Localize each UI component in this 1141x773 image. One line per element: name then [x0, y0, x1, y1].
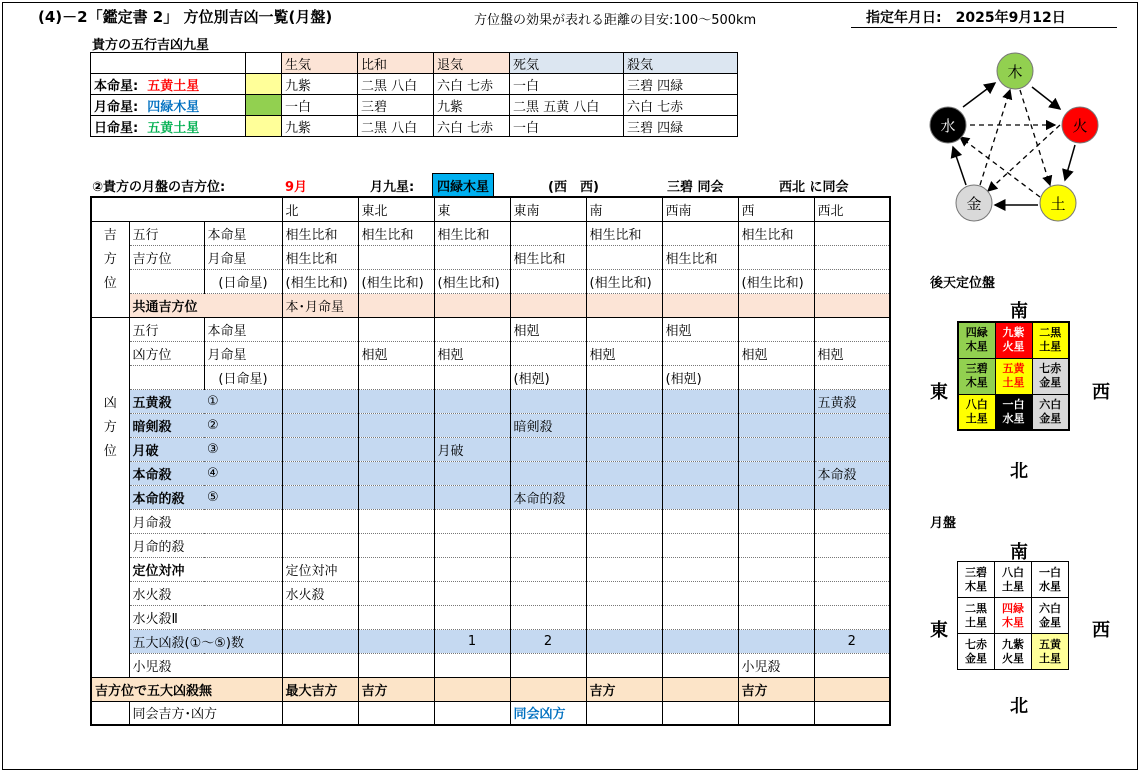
cell	[586, 557, 662, 581]
cell	[358, 461, 434, 485]
col-shiki: 死気	[510, 53, 624, 74]
cell	[510, 509, 586, 533]
cell	[434, 509, 510, 533]
kyo-row: 五行 本命星 相剋 相剋	[91, 317, 890, 341]
cell: 吉方	[738, 677, 814, 701]
common-row: 共通吉方位 本･月命星	[91, 293, 890, 317]
cell: 水火殺	[282, 581, 358, 605]
cell	[434, 533, 510, 557]
cell	[434, 365, 510, 389]
cell	[814, 365, 890, 389]
dokai-cell	[814, 701, 890, 725]
page-title: (4)－2「鑑定書 2」 方位別吉凶一覧(月盤)	[38, 8, 333, 26]
dir-header: 西北	[814, 197, 890, 221]
cell: 相生比和	[358, 221, 434, 245]
cell	[662, 677, 738, 701]
cell	[434, 461, 510, 485]
other-row: 水火殺Ⅱ	[91, 605, 890, 629]
cell: 相生比和	[662, 245, 738, 269]
cell: 相剋	[510, 317, 586, 341]
getsuban-title: 月盤	[930, 516, 957, 531]
nichimei-color-cell	[246, 116, 282, 137]
cell	[434, 245, 510, 269]
svg-text:木: 木	[1007, 63, 1023, 81]
getsumei-color-cell	[246, 95, 282, 116]
cell: 相生比和	[510, 245, 586, 269]
dokai-cell	[282, 701, 358, 725]
cell	[738, 245, 814, 269]
grid-cell: 五黄 土星	[1032, 634, 1069, 670]
cell	[662, 221, 738, 245]
cell: (相剋)	[510, 365, 586, 389]
dokai-star: 三碧 同会	[667, 180, 724, 195]
cell	[662, 485, 738, 509]
cell	[358, 413, 434, 437]
cell	[738, 389, 814, 413]
nichimei-row: 日命星: 五黄土星 九紫 二黒 八白 六白 七赤 一白 三碧 四緑	[91, 116, 738, 137]
section2-month: 9月	[285, 180, 308, 195]
cell	[586, 581, 662, 605]
dir-header: 西南	[662, 197, 738, 221]
grid-cell: 六白 金星	[1032, 598, 1069, 634]
date-label: 指定年月日: 2025年9月12日	[866, 10, 1066, 26]
cell	[358, 605, 434, 629]
cell	[510, 389, 586, 413]
grid-cell: 三碧 木星	[958, 562, 995, 598]
dokai-cell	[434, 701, 510, 725]
cell: 相生比和	[282, 221, 358, 245]
cell: 相生比和	[282, 245, 358, 269]
dokai-cell	[738, 701, 814, 725]
dir-header: 南	[586, 197, 662, 221]
cell	[662, 413, 738, 437]
koten-west: 西	[1092, 382, 1110, 403]
getsuban-north: 北	[1010, 696, 1028, 717]
grid-cell: 一白 水星	[995, 394, 1032, 430]
cell: (相剋)	[662, 365, 738, 389]
cell	[358, 485, 434, 509]
cell: 吉方	[358, 677, 434, 701]
koten-east: 東	[930, 382, 948, 403]
count-cell: 2	[814, 629, 890, 653]
cell	[814, 557, 890, 581]
count-cell	[662, 629, 738, 653]
cell	[738, 317, 814, 341]
cell: 相生比和	[738, 221, 814, 245]
getsuban-south: 南	[1010, 542, 1028, 563]
cell	[814, 437, 890, 461]
other-row: 定位対冲 定位対冲	[91, 557, 890, 581]
cell	[738, 485, 814, 509]
cell	[282, 509, 358, 533]
node-wood	[997, 53, 1033, 89]
cell	[510, 341, 586, 365]
grid-cell: 七赤 金星	[1032, 358, 1069, 394]
kyo-row: (日命星) (相剋) (相剋)	[91, 365, 890, 389]
distance-note: 方位盤の効果が表れる距離の目安:100～500km	[474, 13, 757, 28]
cell	[738, 581, 814, 605]
other-row: 月命殺	[91, 509, 890, 533]
cell: 定位対冲	[282, 557, 358, 581]
cell: 相剋	[586, 341, 662, 365]
cell	[586, 653, 662, 677]
cell	[738, 557, 814, 581]
section2-line	[92, 176, 882, 194]
cell	[814, 269, 890, 293]
cell	[282, 533, 358, 557]
cell	[282, 485, 358, 509]
cell	[586, 389, 662, 413]
cell	[738, 533, 814, 557]
cell	[434, 605, 510, 629]
svg-text:火: 火	[1072, 117, 1088, 135]
cell: 本命殺	[814, 461, 890, 485]
date-underline	[851, 27, 1117, 28]
getsuban-west: 西	[1092, 620, 1110, 641]
grid-cell: 九紫 火星	[995, 634, 1032, 670]
cell	[358, 437, 434, 461]
cell: 相生比和	[586, 221, 662, 245]
koten-title: 後天定位盤	[930, 276, 996, 291]
node-fire	[1062, 107, 1098, 143]
cell	[282, 317, 358, 341]
grid-cell: 一白 水星	[1032, 562, 1069, 598]
dir-header: 東	[434, 197, 510, 221]
dir-header: 西	[738, 197, 814, 221]
cell: 相剋	[662, 317, 738, 341]
cell	[282, 413, 358, 437]
grid-cell: 二黒 土星	[958, 598, 995, 634]
cell	[358, 317, 434, 341]
cell	[510, 653, 586, 677]
cell	[282, 461, 358, 485]
cell	[814, 533, 890, 557]
cell	[434, 317, 510, 341]
cell	[510, 581, 586, 605]
count-cell	[358, 629, 434, 653]
koten-north: 北	[1010, 461, 1028, 482]
cell	[358, 389, 434, 413]
count-cell: 2	[510, 629, 586, 653]
satsu-row: 位 月破 ③ 月破	[91, 437, 890, 461]
cell	[662, 605, 738, 629]
sokoku-arrows	[960, 90, 1060, 197]
cell	[510, 437, 586, 461]
koten-south: 南	[1010, 301, 1028, 322]
cell	[358, 509, 434, 533]
cell	[586, 533, 662, 557]
grid-cell: 二黒 土星	[1032, 322, 1069, 358]
cell: 相剋	[738, 341, 814, 365]
cell	[434, 293, 510, 317]
getsuban-east: 東	[930, 620, 948, 641]
cell	[662, 509, 738, 533]
kichi-row: 吉 五行 本命星 相生比和 相生比和 相生比和 相生比和 相生比和	[91, 221, 890, 245]
cell: 五黄殺	[814, 389, 890, 413]
cell	[358, 557, 434, 581]
satsu-row: 凶 五黄殺 ① 五黄殺	[91, 389, 890, 413]
cell	[434, 389, 510, 413]
dokai-cell	[662, 701, 738, 725]
cell	[586, 413, 662, 437]
corner-cell	[91, 53, 246, 74]
cell: 相生比和	[434, 221, 510, 245]
month-star: 四緑木星	[432, 173, 494, 198]
gogyo-pentagon	[920, 45, 1120, 230]
col-sakki: 殺気	[624, 53, 738, 74]
cell: 相剋	[358, 341, 434, 365]
cell	[662, 269, 738, 293]
satsu-row: 本命的殺 ⑤ 本命的殺	[91, 485, 890, 509]
svg-text:金: 金	[966, 195, 982, 213]
cell: 吉方	[586, 677, 662, 701]
cell	[282, 653, 358, 677]
honmei-color-cell	[246, 74, 282, 95]
satsu-row: 方 暗剣殺 ② 暗剣殺	[91, 413, 890, 437]
col-seiki: 生気	[282, 53, 358, 74]
grid-cell: 四緑 木星	[995, 598, 1032, 634]
getsumei-star: 四緑木星	[147, 99, 200, 115]
grid-cell: 八白 土星	[958, 394, 995, 430]
koten-grid	[957, 321, 1070, 431]
node-metal	[956, 185, 992, 221]
cell	[662, 341, 738, 365]
month-star-label: 月九星:	[370, 180, 415, 195]
kichi-side-label: 方	[91, 245, 129, 269]
dokai-cell	[358, 701, 434, 725]
cell	[586, 317, 662, 341]
cell	[510, 221, 586, 245]
cell	[586, 245, 662, 269]
cell	[738, 437, 814, 461]
final-row: 吉方位で五大凶殺無 最大吉方 吉方 吉方 吉方	[91, 677, 890, 701]
cell	[814, 653, 890, 677]
honmei-star: 五黄土星	[147, 78, 200, 94]
cell	[434, 485, 510, 509]
dokai-cell	[586, 701, 662, 725]
cell	[662, 389, 738, 413]
count-cell	[586, 629, 662, 653]
cell: (相生比和)	[586, 269, 662, 293]
cell: 本命的殺	[510, 485, 586, 509]
section2-direction: (西 西)	[548, 180, 599, 195]
cell	[814, 317, 890, 341]
cell: 相剋	[814, 341, 890, 365]
cell	[510, 605, 586, 629]
grid-cell: 四緑 木星	[958, 322, 995, 358]
kichi-side-label: 吉	[91, 221, 129, 245]
dir-header: 北	[282, 197, 358, 221]
section2-title: ②貴方の月盤の吉方位:	[92, 180, 226, 195]
cell	[358, 581, 434, 605]
grid-cell: 九紫 火星	[995, 322, 1032, 358]
kichi-row: 方 吉方位 月命星 相生比和 相生比和 相生比和	[91, 245, 890, 269]
kichi-side-label: 位	[91, 269, 129, 293]
getsuban-grid	[957, 561, 1069, 670]
cell	[738, 605, 814, 629]
cell: (相生比和)	[358, 269, 434, 293]
shoni-row: 小児殺 小児殺	[91, 653, 890, 677]
cell	[586, 461, 662, 485]
cell	[586, 485, 662, 509]
cell	[738, 365, 814, 389]
cell	[434, 677, 510, 701]
cell	[814, 605, 890, 629]
cell	[738, 461, 814, 485]
grid-cell: 七赤 金星	[958, 634, 995, 670]
cell	[282, 365, 358, 389]
header-row	[91, 197, 890, 221]
cell	[662, 533, 738, 557]
cell	[814, 677, 890, 701]
other-row: 月命的殺	[91, 533, 890, 557]
cell	[358, 653, 434, 677]
cell	[814, 221, 890, 245]
grid-cell: 八白 土星	[995, 562, 1032, 598]
dokai-direction: 西北 に同会	[779, 180, 849, 195]
cell: 相剋	[434, 341, 510, 365]
direction-table	[90, 196, 891, 726]
cell	[814, 293, 890, 317]
count-row: 五大凶殺(①～⑤)数 1 2 2	[91, 629, 890, 653]
svg-text:土: 土	[1050, 195, 1066, 213]
cell	[282, 341, 358, 365]
satsu-row: 本命殺 ④ 本命殺	[91, 461, 890, 485]
count-cell: 1	[434, 629, 510, 653]
cell: (相生比和)	[282, 269, 358, 293]
cell	[814, 509, 890, 533]
cell	[434, 557, 510, 581]
cell	[738, 293, 814, 317]
cell	[814, 413, 890, 437]
kyo-row: 凶方位 月命星 相剋 相剋 相剋 相剋 相剋	[91, 341, 890, 365]
col-taiki: 退気	[434, 53, 510, 74]
cell: (相生比和)	[434, 269, 510, 293]
cell: (相生比和)	[738, 269, 814, 293]
cell	[662, 557, 738, 581]
cell	[434, 581, 510, 605]
cell: 暗剣殺	[510, 413, 586, 437]
col-hiwa: 比和	[358, 53, 434, 74]
cell: 本･月命星	[282, 293, 358, 317]
cell	[586, 509, 662, 533]
cell	[434, 413, 510, 437]
cell	[662, 437, 738, 461]
dokai-cell: 同会凶方	[510, 701, 586, 725]
cell	[510, 293, 586, 317]
cell	[586, 365, 662, 389]
node-water	[930, 107, 966, 143]
cell	[282, 605, 358, 629]
svg-text:水: 水	[940, 117, 956, 135]
cell	[510, 557, 586, 581]
cell	[586, 437, 662, 461]
cell: 月破	[434, 437, 510, 461]
cell	[814, 245, 890, 269]
cell: 小児殺	[738, 653, 814, 677]
cell	[814, 485, 890, 509]
dokai-row: 同会吉方･凶方 同会凶方	[91, 701, 890, 725]
grid-cell: 五黄 土星	[995, 358, 1032, 394]
cell: 最大吉方	[282, 677, 358, 701]
other-row: 水火殺 水火殺	[91, 581, 890, 605]
getsumei-row: 月命星: 四緑木星 一白 三碧 九紫 二黒 五黄 八白 六白 七赤	[91, 95, 738, 116]
cell	[358, 293, 434, 317]
grid-cell: 六白 金星	[1032, 394, 1069, 430]
cell	[510, 677, 586, 701]
node-earth	[1040, 185, 1076, 221]
cell	[434, 653, 510, 677]
cell	[282, 437, 358, 461]
cell	[662, 653, 738, 677]
count-cell	[282, 629, 358, 653]
cell	[662, 293, 738, 317]
honmei-row: 本命星: 五黄土星 九紫 二黒 八白 六白 七赤 一白 三碧 四緑	[91, 74, 738, 95]
count-cell	[738, 629, 814, 653]
cell	[358, 245, 434, 269]
cell	[586, 605, 662, 629]
cell	[358, 533, 434, 557]
cell	[282, 389, 358, 413]
section1-title: 貴方の五行吉凶九星	[92, 38, 210, 53]
cell	[510, 533, 586, 557]
gogyo-table	[90, 52, 738, 137]
cell	[510, 461, 586, 485]
cell	[662, 461, 738, 485]
cell	[662, 581, 738, 605]
cell	[586, 293, 662, 317]
grid-cell: 三碧 木星	[958, 358, 995, 394]
dir-header: 東北	[358, 197, 434, 221]
cell	[814, 581, 890, 605]
cell	[358, 365, 434, 389]
cell	[510, 269, 586, 293]
kichi-row: 位 (日命星) (相生比和) (相生比和) (相生比和) (相生比和) (相生比和)	[91, 269, 890, 293]
nichimei-star: 五黄土星	[147, 120, 200, 136]
cell	[738, 509, 814, 533]
dir-header: 東南	[510, 197, 586, 221]
cell	[738, 413, 814, 437]
